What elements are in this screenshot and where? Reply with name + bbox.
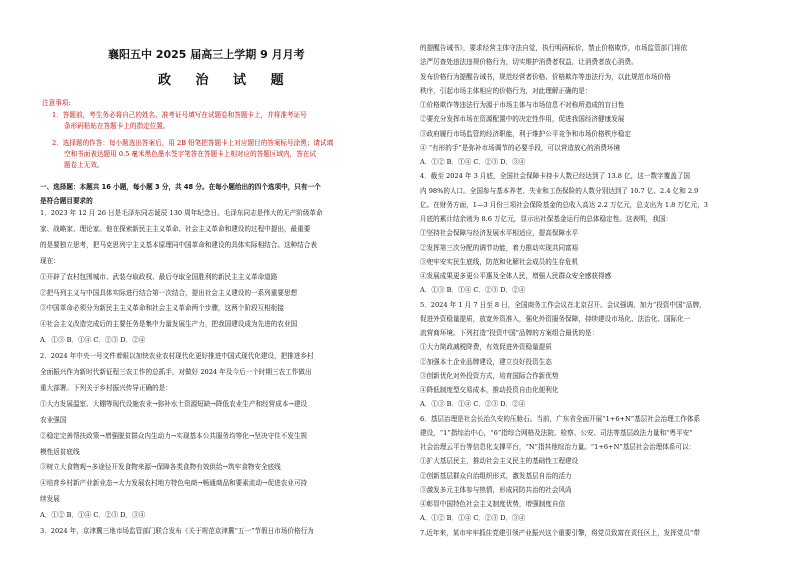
notice-line: 空和书面表达题用 0.5 毫米黑色墨水签字笔答在答题卡上相对应的答题区域内，答在试 [64, 150, 317, 158]
question-line: 4．截至 2024 年 3 月底，全国社会保障卡持卡人数已经达到了 13.8 亿，这一数字覆盖了国 [420, 172, 691, 180]
question-line: A．①② B．①④ C．②③ D．③④ [40, 511, 146, 519]
exam-subject: 政 治 试 题 [158, 73, 294, 88]
question-line: 的提醒告诫书》，要求经营主体守法自觉，执行明码标价，禁止价格欺诈，市场监管部门将依 [420, 44, 688, 52]
question-line: ④彰显中国特色社会主义制度优势，增强制度自信 [420, 500, 566, 508]
notice-heading: 注意事项: [42, 99, 71, 107]
question-line: ③创新优化对外投资方式，培育国际合作新优势 [420, 372, 559, 380]
question-line: 1．2023 年 12 月 26 日是毛泽东同志诞辰 130 周年纪念日。毛泽东同志是伟大的无产阶级革命 [40, 209, 323, 217]
question-line: ④ “有形的手”是弥补市场调节的必要手段，可以营造放心的消费环境 [420, 144, 621, 152]
question-line: ①开辟了农村包围城市、武装夺取政权、最后夺取全国胜利的新民主主义革命道路 [40, 273, 278, 281]
question-line: 社会治理云平台等信息化支撑平台，“N”指其他综治力量。“1+6+N”基层社会治理体系可以： [420, 443, 696, 451]
question-line: ④发展成果更多更公平惠及全体人民，增强人民群众安全感获得感 [420, 272, 612, 280]
question-line: 重大部署。下列关于乡村振兴传导正确的是： [40, 384, 172, 392]
notice-line: 条形码粘贴在答题卡上的指定位置。 [64, 122, 170, 130]
question-line: 模性返贫底线 [40, 448, 80, 456]
question-line: 的是要独立思考，把马克思列宁主义基本原理同中国革命和建设的具体实际相结合。这种结合表 [40, 241, 317, 249]
question-line: ②创新基层群众自治组织形式，激发基层自治的活力 [420, 472, 572, 480]
question-line: 月底的累计结余则为 8.6 万亿元，显示出社保基金运行的总体稳定性。这表明，我国： [420, 215, 673, 223]
question-line: ③激发多元主体参与热情，形成同防共治的社会风尚 [420, 486, 572, 494]
question-line: A．①② B．①④ C．②③ D．③④ [420, 158, 526, 166]
question-line: ④社会主义改造完成后的主要任务是集中力量发展生产力，把我国建设成为先进的农业国 [40, 320, 298, 328]
question-line: 全面振兴作为新时代新征程三农工作的总抓手，对做好 2024 年及今后一个时期三农工作做出 [40, 368, 312, 376]
question-line: A．①③ B．①④ C．②③ D．②④ [420, 400, 526, 408]
question-line: ①大力简政减税降费，有效促进外资稳量提质 [420, 343, 552, 351]
question-line: 续发展 [40, 495, 60, 503]
question-line: ②把马列主义与中国具体实际进行结合第一次结合，提出社会主义建设的一系列重要思想 [40, 289, 298, 297]
question-line: 2．2024 年中央一号文件着眼以加快农业农村现代化更好推进中国式现代化建设，把推进乡村 [40, 352, 314, 360]
exam-title: 襄阳五中 2025 届高三上学期 9 月月考 [108, 48, 305, 61]
question-line: ②要充分发挥市场在资源配置中的决定性作用，促进我国经济健康发展 [420, 115, 625, 123]
question-line: ③政府履行市场监管的经济职能，利于维护公平竞争和市场价格秩序稳定 [420, 130, 631, 138]
question-line: A．①③ B．①④ C．②③ D．②④ [420, 286, 526, 294]
question-line: A．①③ B．①④ C．②③ D．②④ [40, 336, 146, 344]
question-line: 流营商环境。下列打造“投资中国”品牌的方案组合最优的是： [420, 329, 599, 337]
question-line: ④培育乡村新产业新业态→大力发展农村地方特色电商→畅通商品和要素流动→促进农业可持 [40, 479, 308, 487]
question-line: ①坚持社会保障与经济发展水平相适应，提高保障水平 [420, 229, 579, 237]
question-line: ④降低制度型交易成本，推动投资自由化便利化 [420, 386, 559, 394]
question-line: 发布价格行为提醒告诫书，规范经营者价格、价格欺诈等违法行为，以此规范市场价格 [420, 73, 671, 81]
notice-line: 2．选择题的作答：每小题选出答案后，用 2B 铅笔把答题卡上对应题目的答案标号涂黑；请试填 [52, 139, 334, 147]
question-line: ①价格欺诈等违法行为源于市场主体与市场信息不对称所造成的盲目性 [420, 101, 625, 109]
question-line: 法严厉查处违法违规价格行为，切实维护消费者权益，让消费者放心消费。 [420, 58, 638, 66]
question-line: ②稳定完善帮扶政策→增强脱贫群众内生动力→实现基本公共服务均等化→坚决守住不发生规 [40, 432, 308, 440]
question-line: ②发挥第三次分配的调节功能，着力推动实现共同富裕 [420, 244, 579, 252]
question-line: 6．基层治理是社会长治久安的压舱石。当前，广东省全面开展“1+6+N”基层社会治理工作体系 [420, 415, 701, 423]
question-line: ①扩大基层民主，推动社会主义民主的基础性工程建设 [420, 457, 579, 465]
question-line: ②加强本土企业品牌建设，建立良好投资生态 [420, 358, 552, 366]
question-line: 5．2024 年 1 月 7 日至 8 日，全国商务工作会议在北京召开。会议强调，加力“投资中国”品牌， [420, 301, 706, 309]
question-line: 3．2024 年，京津冀三地市场监管部门联合发布《关于规范京津冀“五一”节假日市场价格行为 [40, 527, 314, 535]
question-line: ③中国革命必须分为新民主主义革命和社会主义革命两个步骤，这两个阶段互相衔接 [40, 304, 284, 312]
question-line: 7.近年来，某市牢牢抓住党建引领产业振兴这个重要引擎，将党员致富在责任区上，发挥党员“带 [420, 529, 701, 537]
question-line: 秩序，引起市场主体相应的价格行为，对此理解正确的是： [420, 87, 592, 95]
question-line: 亿。在财务方面，1—3 月份三项社会保险基金的总收入高达 2.2 万亿元，总支出为 1.8 万亿元，3 [420, 201, 709, 209]
question-line: 农业强国 [40, 416, 67, 424]
question-line: ③兜牢安实民生底线，防范和化解社会成员的生存危机 [420, 258, 579, 266]
question-line: 现在： [40, 257, 60, 265]
section-heading: 一、选择题：本题共 16 小题，每小题 3 分，共 48 分。在每小题给出的四个选项中，只有一个 [40, 183, 321, 191]
notice-line: 1．答题前，考生务必将自己的姓名、准考证号填写在试题卷和答题卡上，并将准考证号 [52, 111, 307, 119]
question-line: ①大力发展温室、大棚等现代设施农业→弥补水土资源短缺→降低农业生产和经营成本→建设 [40, 400, 308, 408]
question-line: 内 98%的人口。全国参与基本养老、失业和工伤保险的人数分别达到了 10.7 亿、2.4 亿和 2.9 [420, 187, 699, 195]
question-line: 家、战略家、理论家。他在探索新民主主义革命、社会主义革命和建设的过程中提出，最重要 [40, 225, 311, 233]
question-line: 建设，“1”指综治中心，“6”指综合网格及法院、检察、公安、司法等基层政法力量和“粤平安” [420, 429, 693, 437]
question-line: ③树立大食物观→多途径开发食物来源→保障各类食物有效供给→筑牢食物安全底线 [40, 463, 281, 471]
question-line: 促进外资稳量提质，放宽外资准入，强化外资服务保障，持续建设市场化、法治化、国际化一 [420, 315, 691, 323]
notice-line: 题卷上无效。 [64, 161, 104, 169]
question-line: A．①② B．①④ C．②③ D．③④ [420, 514, 526, 522]
section-heading: 是符合题目要求的 [40, 197, 93, 205]
